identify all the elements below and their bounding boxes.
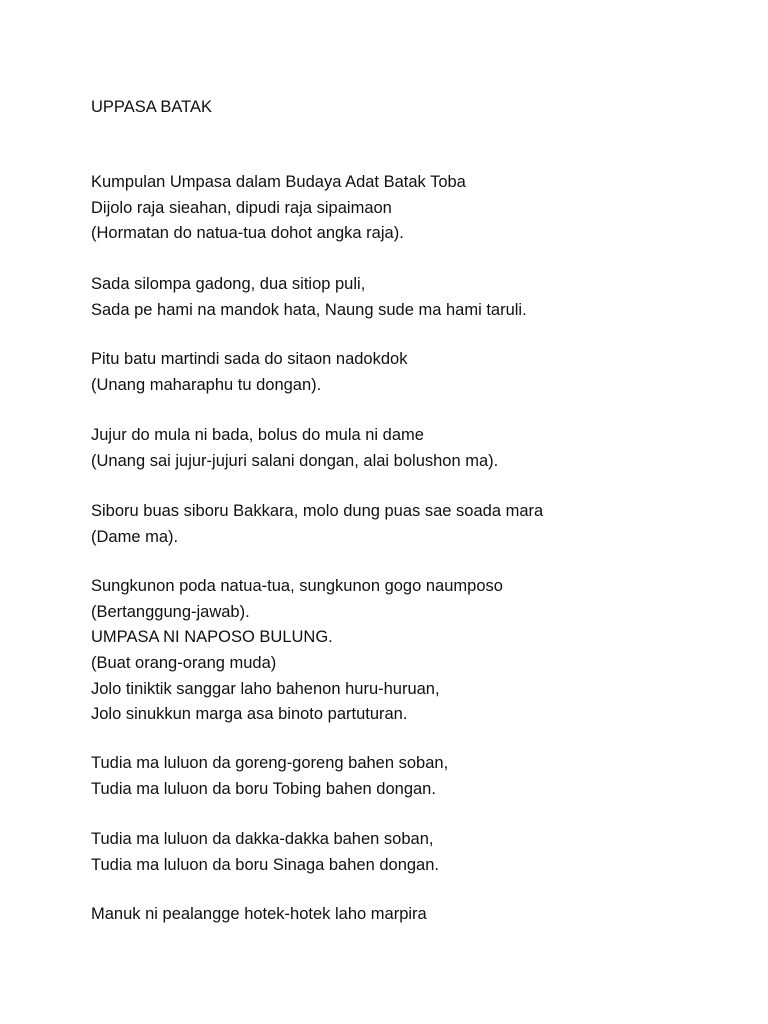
text-line: Siboru buas siboru Bakkara, molo dung puas sae soada mara — [91, 502, 544, 520]
text-line: Sungkunon poda natua-tua, sungkunon gogo naumposo — [91, 577, 503, 595]
paragraph-6 — [91, 574, 751, 728]
paragraph-9 — [91, 902, 751, 928]
paragraph-1 — [91, 170, 751, 247]
text-line: (Unang maharaphu tu dongan). — [91, 375, 322, 394]
text-line: (Bertanggung-jawab). — [91, 602, 250, 621]
paragraph-2 — [91, 272, 751, 323]
text-line: Pitu batu martindi sada do sitaon nadokdok — [91, 350, 408, 368]
text-line: Jolo sinukkun marga asa binoto partuturan. — [91, 705, 408, 724]
text-line: Dijolo raja sieahan, dipudi raja sipaimaon — [91, 198, 392, 217]
document-title: UPPASA BATAK — [91, 98, 213, 116]
text-line: Sada pe hami na mandok hata, Naung sude ma hami taruli. — [91, 300, 527, 319]
paragraph-7 — [91, 751, 751, 802]
text-line: (Buat orang-orang muda) — [91, 654, 277, 673]
text-line: Kumpulan Umpasa dalam Budaya Adat Batak Toba — [91, 173, 466, 191]
text-line: (Dame ma). — [91, 527, 179, 546]
text-line: Manuk ni pealangge hotek-hotek laho marpira — [91, 905, 427, 923]
text-line: Jolo tiniktik sanggar laho bahenon huru-huruan, — [91, 679, 440, 698]
text-line: UMPASA NI NAPOSO BULUNG. — [91, 628, 333, 647]
text-line: Tudia ma luluon da dakka-dakka bahen soban, — [91, 830, 434, 848]
paragraph-4 — [91, 423, 751, 474]
paragraph-3 — [91, 347, 751, 398]
text-line: (Hormatan do natua-tua dohot angka raja). — [91, 224, 404, 243]
text-line: Tudia ma luluon da boru Tobing bahen dongan. — [91, 779, 436, 798]
paragraph-5 — [91, 499, 751, 550]
text-line: Jujur do mula ni bada, bolus do mula ni dame — [91, 426, 424, 444]
paragraph-8 — [91, 827, 751, 878]
text-line: Tudia ma luluon da boru Sinaga bahen dongan. — [91, 855, 439, 874]
text-line: Sada silompa gadong, dua sitiop puli, — [91, 275, 366, 293]
text-line: Tudia ma luluon da goreng-goreng bahen soban, — [91, 754, 449, 772]
text-line: (Unang sai jujur-jujuri salani dongan, alai bolushon ma). — [91, 451, 499, 470]
